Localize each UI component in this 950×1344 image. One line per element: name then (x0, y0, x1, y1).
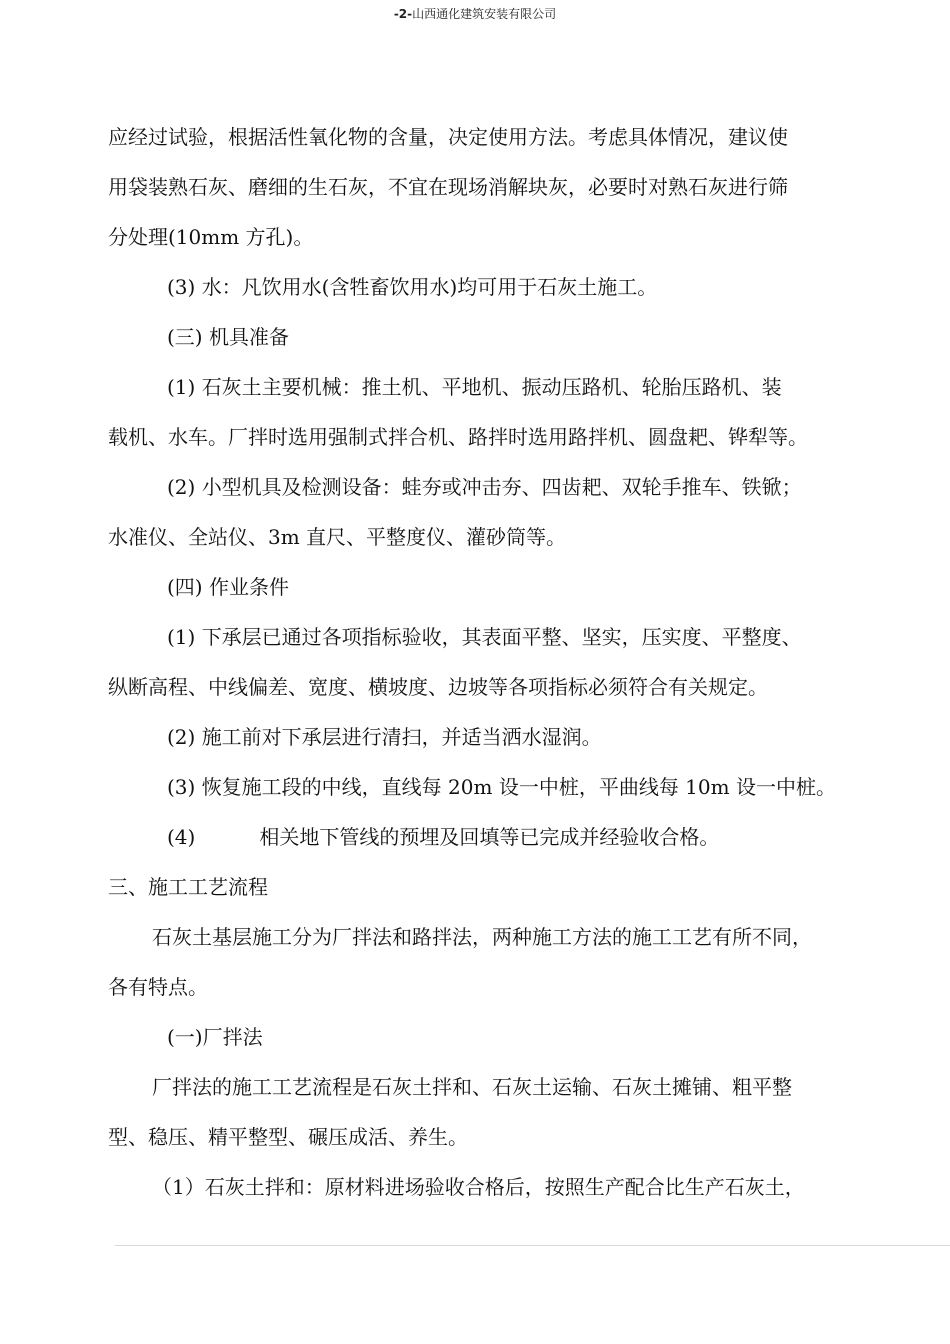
body-line: 石灰土基层施工分为厂拌法和路拌法，两种施工方法的施工工艺有所不同， (152, 925, 812, 949)
subsection-heading-plant-mix: (一)厂拌法 (167, 1025, 263, 1049)
section-heading-equipment: (三) 机具准备 (167, 325, 289, 349)
list-item: (1) 下承层已通过各项指标验收，其表面平整、坚实，压实度、平整度、 (167, 625, 802, 649)
list-item: (2) 施工前对下承层进行清扫，并适当洒水湿润。 (167, 725, 602, 749)
body-line: 分处理(10mm 方孔)。 (108, 225, 314, 249)
body-line: 各有特点。 (108, 975, 208, 999)
list-item: （1）石灰土拌和：原材料进场验收合格后，按照生产配合比生产石灰土， (152, 1175, 805, 1199)
body-line: 应经过试验，根据活性氧化物的含量，决定使用方法。考虑具体情况，建议使 (108, 125, 788, 149)
list-item-text: 相关地下管线的预埋及回填等已完成并经验收合格。 (259, 825, 720, 849)
footer-divider (115, 1245, 950, 1246)
list-item: (3) 恢复施工段的中线，直线每 20m 设一中桩，平曲线每 10m 设一中桩。 (167, 775, 836, 799)
body-line: 纵断高程、中线偏差、宽度、横坡度、边坡等各项指标必须符合有关规定。 (108, 675, 768, 699)
list-item-number: (4) (167, 825, 196, 849)
body-line: 厂拌法的施工工艺流程是石灰土拌和、石灰土运输、石灰土摊铺、粗平整 (152, 1075, 792, 1099)
body-line: 型、稳压、精平整型、碾压成活、养生。 (108, 1125, 468, 1149)
page-number: -2- (393, 7, 413, 21)
page-header (0, 6, 950, 22)
list-item-4 (167, 824, 719, 850)
list-item: (1) 石灰土主要机械：推土机、平地机、振动压路机、轮胎压路机、装 (167, 375, 782, 399)
body-line: 载机、水车。厂拌时选用强制式拌合机、路拌时选用路拌机、圆盘耙、铧犁等。 (108, 425, 808, 449)
body-line: 水准仪、全站仪、3m 直尺、平整度仪、灌砂筒等。 (108, 525, 567, 549)
section-heading-conditions: (四) 作业条件 (167, 575, 289, 599)
section-heading-process: 三、施工工艺流程 (108, 875, 268, 899)
list-item: (2) 小型机具及检测设备：蛙夯或冲击夯、四齿耙、双轮手推车、铁锨； (167, 475, 802, 499)
body-line: 用袋装熟石灰、磨细的生石灰，不宜在现场消解块灰，必要时对熟石灰进行筛 (108, 175, 788, 199)
company-name: 山西通化建筑安装有限公司 (412, 7, 557, 21)
list-item-water: (3) 水：凡饮用水(含牲畜饮用水)均可用于石灰土施工。 (167, 275, 658, 299)
